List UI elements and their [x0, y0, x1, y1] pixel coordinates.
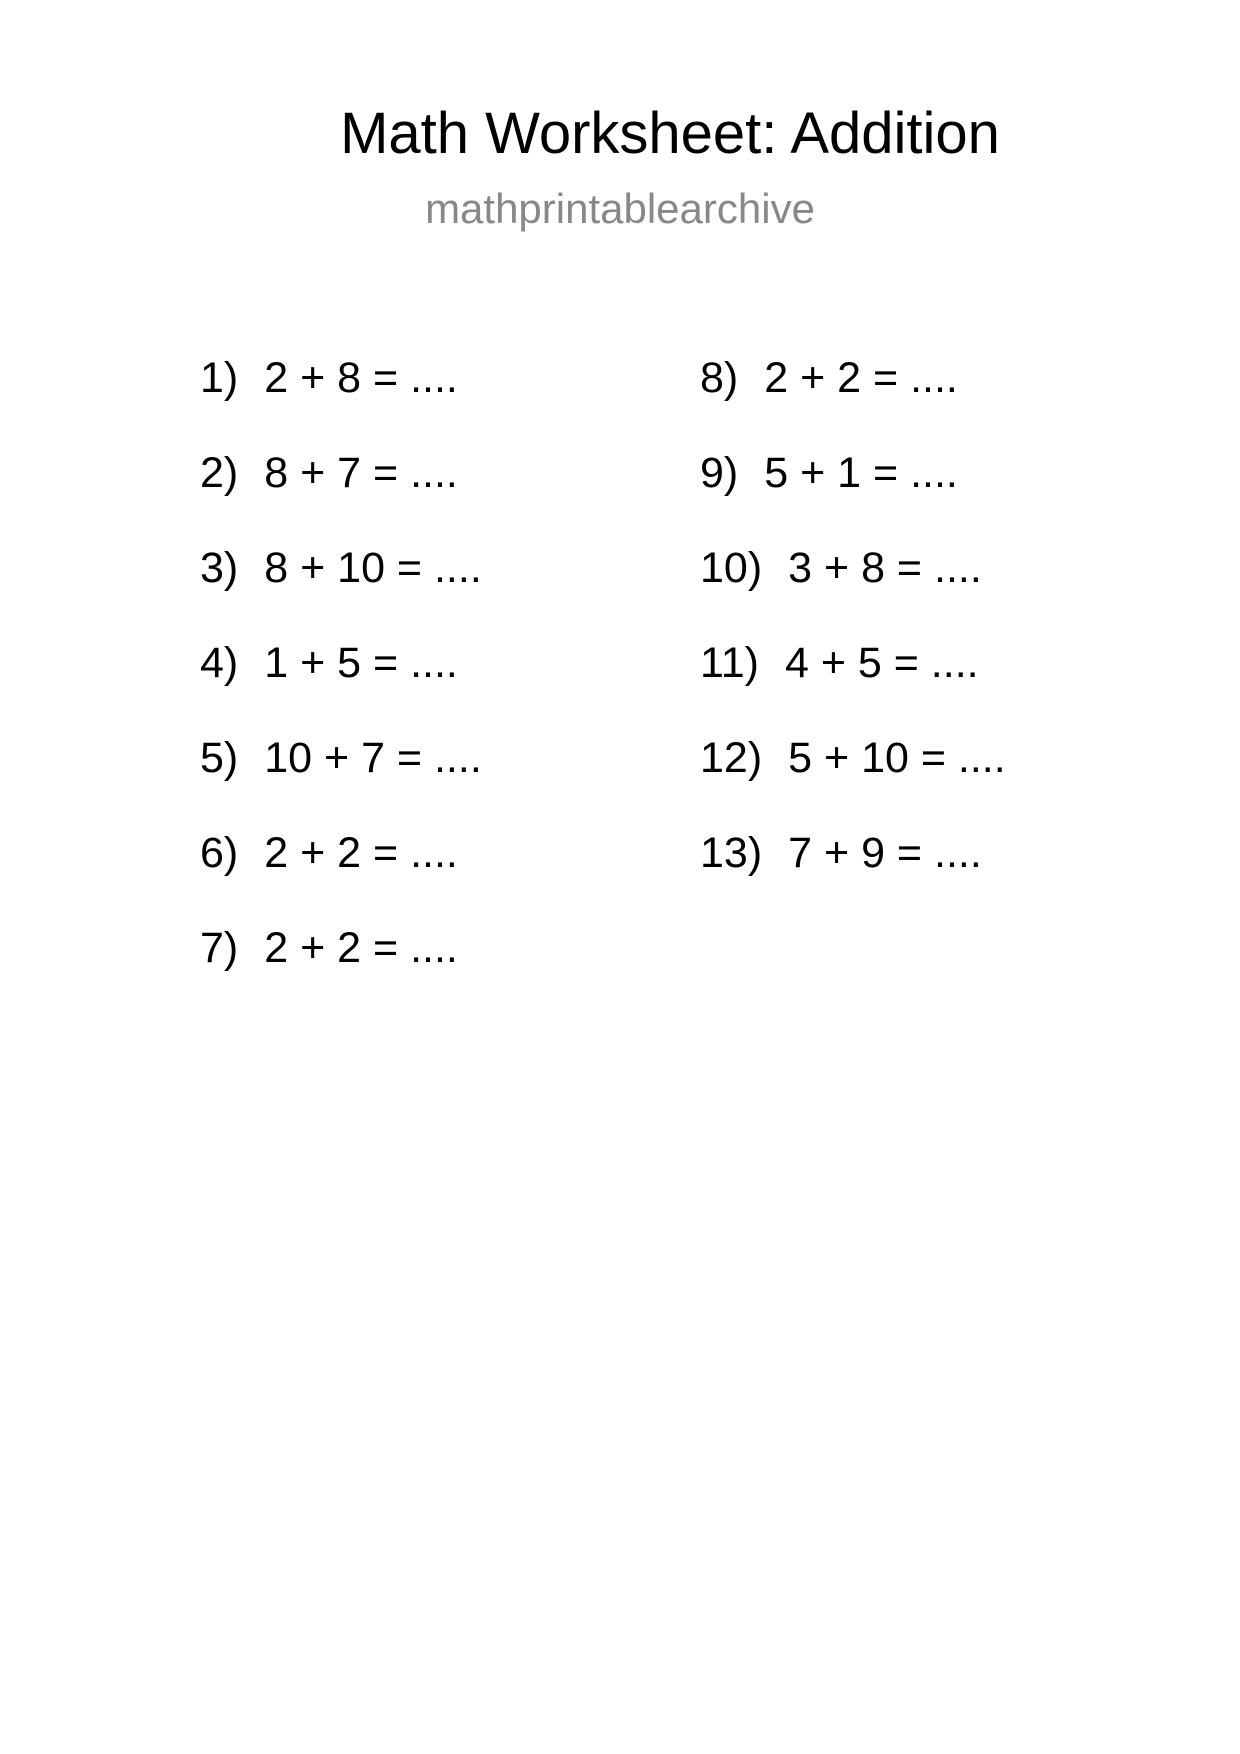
problem-item	[200, 922, 482, 1017]
problem-expression: 10 + 7 = ....	[264, 734, 482, 782]
worksheet-title: Math Worksheet: Addition	[340, 101, 1000, 166]
problem-number: 3)	[200, 544, 239, 592]
problem-expression: 2 + 2 = ....	[764, 354, 958, 402]
worksheet-subtitle: mathprintablearchive	[425, 185, 815, 232]
problem-expression: 5 + 1 = ....	[764, 449, 958, 497]
problem-item	[700, 352, 1006, 447]
problem-item	[700, 732, 1006, 827]
problem-expression: 3 + 8 = ....	[788, 544, 982, 592]
problem-column-left	[200, 352, 482, 1017]
problem-number: 2)	[200, 449, 239, 497]
problem-expression: 2 + 2 = ....	[264, 924, 458, 972]
problem-item	[700, 827, 1006, 922]
problem-expression: 2 + 2 = ....	[264, 829, 458, 877]
problem-item	[700, 447, 1006, 542]
problem-expression: 8 + 10 = ....	[264, 544, 482, 592]
problem-item	[200, 542, 482, 637]
problem-number: 8)	[700, 354, 739, 402]
problem-item	[700, 542, 1006, 637]
problem-number: 9)	[700, 449, 739, 497]
problem-expression: 8 + 7 = ....	[264, 449, 458, 497]
problem-item	[200, 447, 482, 542]
problem-item	[200, 352, 482, 447]
problem-expression: 4 + 5 = ....	[784, 639, 979, 687]
problem-expression: 7 + 9 = ....	[788, 829, 982, 877]
problem-item	[200, 637, 482, 732]
problem-number: 5)	[200, 734, 239, 782]
problem-expression: 5 + 10 = ....	[788, 734, 1006, 782]
problem-number: 1)	[200, 354, 239, 402]
problem-expression: 2 + 8 = ....	[264, 354, 458, 402]
problem-number: 12)	[700, 734, 763, 782]
problem-item	[200, 732, 482, 827]
problem-number: 6)	[200, 829, 239, 877]
problem-item	[700, 637, 1006, 732]
problem-number: 7)	[200, 924, 239, 972]
problem-number: 13)	[700, 829, 763, 877]
problem-expression: 1 + 5 = ....	[264, 639, 458, 687]
problem-item	[200, 827, 482, 922]
problem-number: 4)	[200, 639, 239, 687]
problem-column-right	[700, 352, 1006, 922]
problem-number: 10)	[700, 544, 763, 592]
problem-number: 11)	[700, 639, 759, 687]
